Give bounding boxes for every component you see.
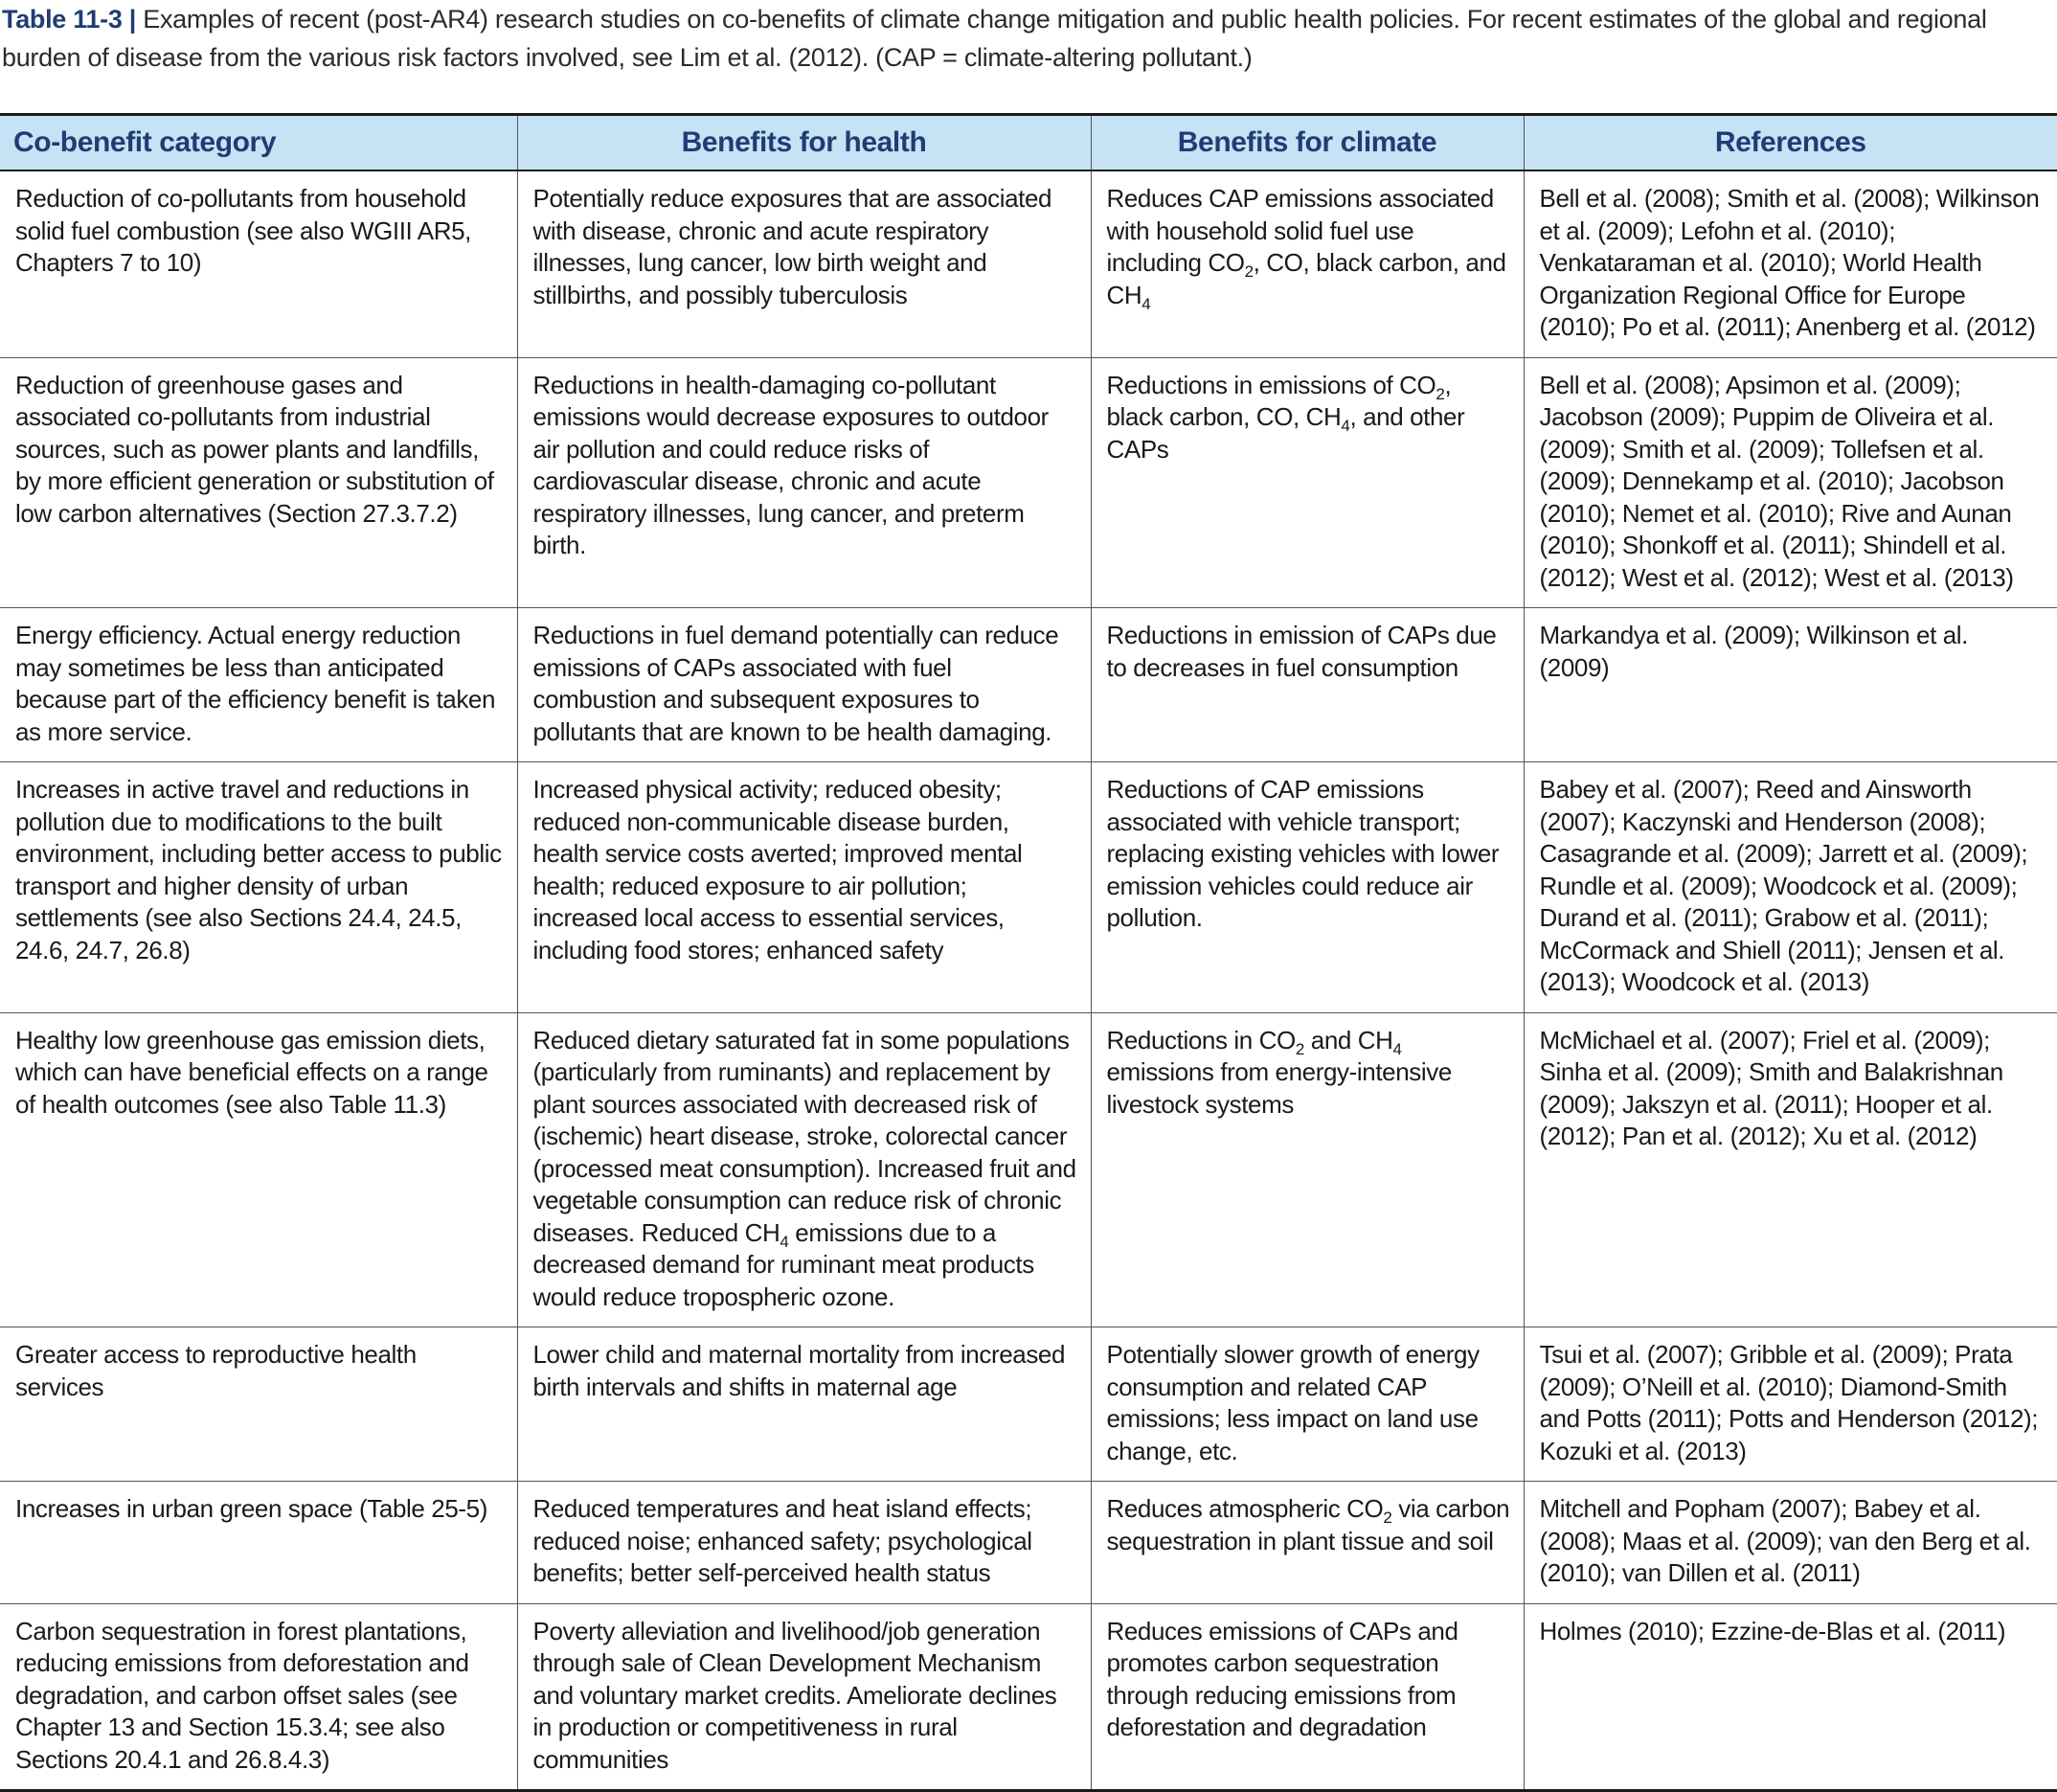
cell-references: Mitchell and Popham (2007); Babey et al. (2008); Maas et al. (2009); van den Berg et al. (2010); van Dillen et al. (2011) xyxy=(1524,1482,2057,1604)
climate-text: Potentially slower growth of energy consumption and related CAP emissions; less impact on land use change, etc. xyxy=(1106,1340,1480,1465)
cell-health: Reductions in health-damaging co-pollutant emissions would decrease exposures to outdoor air pollution and could reduce risks of cardiovascular disease, chronic and acute respiratory illnesses, lung cancer, and preterm birth. xyxy=(517,357,1091,608)
climate-text: , and other CAPs xyxy=(1106,402,1465,464)
cell-category: Healthy low greenhouse gas emission diets, which can have beneficial effects on a range of health outcomes (see also Table 11.3) xyxy=(0,1012,517,1327)
table-row xyxy=(0,1482,2057,1604)
cell-category: Carbon sequestration in forest plantations, reducing emissions from deforestation and degradation, and carbon offset sales (see Chapter 13 and Section 15.3.4; see also Sections 20.4.1 and 26.8.4.3) xyxy=(0,1603,517,1791)
cell-category: Reduction of co-pollutants from household solid fuel combustion (see also WGIII AR5, Chapters 7 to 10) xyxy=(0,170,517,357)
table-caption-label: Table 11-3 xyxy=(2,5,123,34)
subscript: 4 xyxy=(780,1232,789,1251)
climate-text: via carbon sequestration in plant tissue and soil xyxy=(1106,1494,1510,1555)
cell-health: Poverty alleviation and livelihood/job generation through sale of Clean Development Mechanism and voluntary market credits. Ameliorate declines in production or competitiveness in rural communities xyxy=(517,1603,1091,1791)
cell-references: McMichael et al. (2007); Friel et al. (2009); Sinha et al. (2009); Smith and Balakrishnan (2009); Jakszyn et al. (2011); Hooper et al. (2012); Pan et al. (2012); Xu et al. (2012) xyxy=(1524,1012,2057,1327)
cell-category: Reduction of greenhouse gases and associated co-pollutants from industrial sources, such as power plants and landfills, by more efficient generation or substitution of low carbon alternatives (Section 27.3.7.2) xyxy=(0,357,517,608)
cell-health xyxy=(517,1012,1091,1327)
climate-text: Reductions in emissions of CO xyxy=(1106,370,1436,399)
subscript: 2 xyxy=(1244,262,1254,281)
cell-health: Reduced temperatures and heat island effects; reduced noise; enhanced safety; psychological benefits; better self-perceived health status xyxy=(517,1482,1091,1604)
cell-references: Tsui et al. (2007); Gribble et al. (2009); Prata (2009); O’Neill et al. (2010); Diamond-Smith and Potts (2011); Potts and Henderson (2012); Kozuki et al. (2013) xyxy=(1524,1327,2057,1482)
climate-text: Reductions in emission of CAPs due to decreases in fuel consumption xyxy=(1106,621,1497,682)
subscript: 4 xyxy=(1341,417,1350,435)
table-row xyxy=(0,608,2057,762)
climate-text: Reductions of CAP emissions associated with vehicle transport; replacing existing vehicles with lower emission vehicles could reduce air pollution. xyxy=(1106,775,1500,932)
cell-health: Lower child and maternal mortality from increased birth intervals and shifts in maternal age xyxy=(517,1327,1091,1482)
cell-references: Holmes (2010); Ezzine-de-Blas et al. (2011) xyxy=(1524,1603,2057,1791)
subscript: 2 xyxy=(1383,1508,1392,1527)
table-row xyxy=(0,762,2057,1013)
cell-climate xyxy=(1091,1482,1524,1604)
climate-text: emissions from energy-intensive livestock systems xyxy=(1106,1057,1452,1119)
subscript: 2 xyxy=(1295,1039,1304,1058)
cell-health: Increased physical activity; reduced obesity; reduced non-communicable disease burden, health service costs averted; improved mental health; reduced exposure to air pollution; increased local access to essential services, including food stores; enhanced safety xyxy=(517,762,1091,1013)
cell-category: Energy efficiency. Actual energy reduction may sometimes be less than anticipated because part of the efficiency benefit is taken as more service. xyxy=(0,608,517,762)
table-caption-text: Examples of recent (post-AR4) research studies on co-benefits of climate change mitigation and public health policies. For recent estimates of the global and regional burden of disease from the various risk factors involved, see Lim et al. (2012). (CAP = climate-altering pollutant.) xyxy=(2,5,1987,72)
table-caption-separator: | xyxy=(122,5,144,34)
subscript: 4 xyxy=(1142,294,1151,313)
table-row xyxy=(0,357,2057,608)
column-header-references: References xyxy=(1524,115,2057,171)
cell-climate xyxy=(1091,1327,1524,1482)
table-row xyxy=(0,1327,2057,1482)
table-row xyxy=(0,170,2057,357)
cell-references: Bell et al. (2008); Smith et al. (2008); Wilkinson et al. (2009); Lefohn et al. (2010); Venkataraman et al. (2010); World Health Organization Regional Office for Europe (2010); Po et al. (2011); Anenberg et al. (2012) xyxy=(1524,170,2057,357)
table-header-row xyxy=(0,115,2057,171)
cell-category: Increases in active travel and reductions in pollution due to modifications to the built environment, including better access to public transport and higher density of urban settlements (see also Sections 24.4, 24.5, 24.6, 24.7, 26.8) xyxy=(0,762,517,1013)
column-header-health: Benefits for health xyxy=(517,115,1091,171)
climate-text: Reduces emissions of CAPs and promotes carbon sequestration through reducing emissions from deforestation and degradation xyxy=(1106,1616,1458,1741)
cell-references: Markandya et al. (2009); Wilkinson et al. (2009) xyxy=(1524,608,2057,762)
co-benefits-table xyxy=(0,113,2057,1792)
subscript: 4 xyxy=(1392,1039,1402,1058)
table-row xyxy=(0,1012,2057,1327)
table-row xyxy=(0,1603,2057,1791)
climate-text: Reductions in CO xyxy=(1106,1025,1296,1055)
climate-text: , CO, black carbon, and CH xyxy=(1106,248,1506,309)
climate-text: Reduces atmospheric CO xyxy=(1106,1494,1384,1523)
climate-text: and CH xyxy=(1303,1025,1393,1055)
cell-health: Potentially reduce exposures that are associated with disease, chronic and acute respiratory illnesses, lung cancer, low birth weight and stillbirths, and possibly tuberculosis xyxy=(517,170,1091,357)
cell-references: Babey et al. (2007); Reed and Ainsworth (2007); Kaczynski and Henderson (2008); Casagrande et al. (2009); Jarrett et al. (2009); Rundle et al. (2009); Woodcock et al. (2009); Durand et al. (2011); Grabow et al. (2011); McCormack and Shiell (2011); Jensen et al. (2013); Woodcock et al. (2013) xyxy=(1524,762,2057,1013)
climate-text: , black carbon, CO, CH xyxy=(1106,370,1452,431)
column-header-climate: Benefits for climate xyxy=(1091,115,1524,171)
cell-climate xyxy=(1091,357,1524,608)
cell-category: Increases in urban green space (Table 25-5) xyxy=(0,1482,517,1604)
table-caption xyxy=(2,0,2051,77)
cell-climate xyxy=(1091,762,1524,1013)
column-header-category: Co-benefit category xyxy=(0,115,517,171)
cell-climate xyxy=(1091,1603,1524,1791)
subscript: 2 xyxy=(1435,384,1445,403)
cell-climate xyxy=(1091,608,1524,762)
cell-climate xyxy=(1091,170,1524,357)
cell-references: Bell et al. (2008); Apsimon et al. (2009); Jacobson (2009); Puppim de Oliveira et al. (2009); Smith et al. (2009); Tollefsen et al. (2009); Dennekamp et al. (2010); Jacobson (2010); Nemet et al. (2010); Rive and Aunan (2010); Shonkoff et al. (2011); Shindell et al. (2012); West et al. (2012); West et al. (2013) xyxy=(1524,357,2057,608)
cell-climate xyxy=(1091,1012,1524,1327)
climate-text: Reduces CAP emissions associated with household solid fuel use including CO xyxy=(1106,184,1494,277)
health-text: emissions due to a decreased demand for ruminant meat products would reduce tropospheric ozone. xyxy=(532,1217,1034,1311)
health-text: Reduced dietary saturated fat in some populations (particularly from ruminants) and replacement by plant sources associated with decreased risk of (ischemic) heart disease, stroke, colorectal cancer (processed meat consumption). Increased fruit and vegetable consumption can reduce risk of chronic diseases. Reduced CH xyxy=(532,1025,1076,1247)
cell-health: Reductions in fuel demand potentially can reduce emissions of CAPs associated with fuel combustion and subsequent exposures to pollutants that are known to be health damaging. xyxy=(517,608,1091,762)
cell-category: Greater access to reproductive health services xyxy=(0,1327,517,1482)
